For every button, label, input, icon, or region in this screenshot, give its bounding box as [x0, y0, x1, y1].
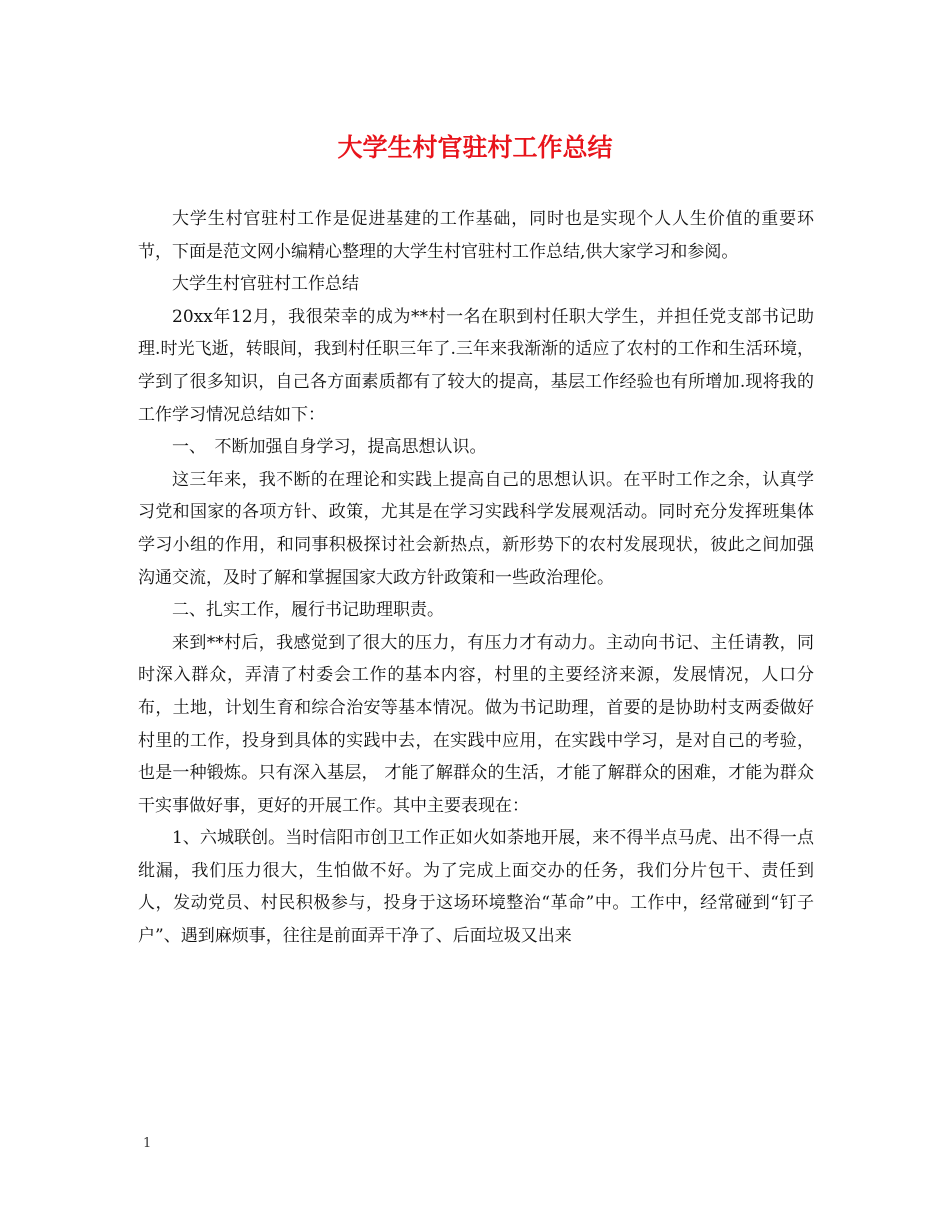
paragraph-study: 这三年来，我不断的在理论和实践上提高自己的思想认识。在平时工作之余，认真学习党和国家的各项方针、政策，尤其是在学习实践科学发展观活动。同时充分发挥班集体学习小组的作用，和同事积极探讨社会新热点，新形势下的农村发展现状，彼此之间加强沟通交流，及时了解和掌握国家大政方针政策和一些政治理伦。 [138, 469, 814, 588]
document-body [138, 203, 814, 953]
paragraph-intro: 大学生村官驻村工作是促进基建的工作基础，同时也是实现个人人生价值的重要环节，下面是范文网小编精心整理的大学生村官驻村工作总结,供大家学习和参阅。 [138, 209, 814, 262]
page-title: 大学生村官驻村工作总结 [337, 133, 613, 162]
paragraph-subtitle: 大学生村官驻村工作总结 [172, 274, 359, 295]
page-number: 1 [143, 1136, 152, 1151]
section-heading-2: 二、扎实工作，履行书记助理职责。 [172, 600, 444, 621]
paragraph-work: 来到**村后，我感觉到了很大的压力，有压力才有动力。主动向书记、主任请教，同时深入群众，弄清了村委会工作的基本内容，村里的主要经济来源，发展情况，人口分布，土地，计划生育和综合治安等基本情况。做为书记助理，首要的是协助村支两委做好村里的工作，投身到具体的实践中去，在实践中应用，在实践中学习，是对自己的考验，也是一种锻炼。只有深入基层， 才能了解群众的生活，才能了解群众的困难，才能为群众干实事做好事，更好的开展工作。其中主要表现在： [138, 632, 814, 816]
section-heading-1: 一、 不断加强自身学习，提高思想认识。 [172, 437, 487, 458]
paragraph-item-1: 1、六城联创。当时信阳市创卫工作正如火如荼地开展，来不得半点马虎、出不得一点纰漏，我们压力很大，生怕做不好。为了完成上面交办的任务，我们分片包干、责任到人，发动党员、村民积极参与，投身于这场环境整治“革命”中。工作中，经常碰到“钉子户”、遇到麻烦事，往往是前面弄干净了、后面垃圾又出来 [138, 828, 814, 947]
paragraph-background: 20xx年12月，我很荣幸的成为**村一名在职到村任职大学生，并担任党支部书记助理.时光飞逝，转眼间，我到村任职三年了.三年来我渐渐的适应了农村的工作和生活环境，学到了很多知识，自己各方面素质都有了较大的提高，基层工作经验也有所增加.现将我的工作学习情况总结如下： [138, 306, 814, 425]
